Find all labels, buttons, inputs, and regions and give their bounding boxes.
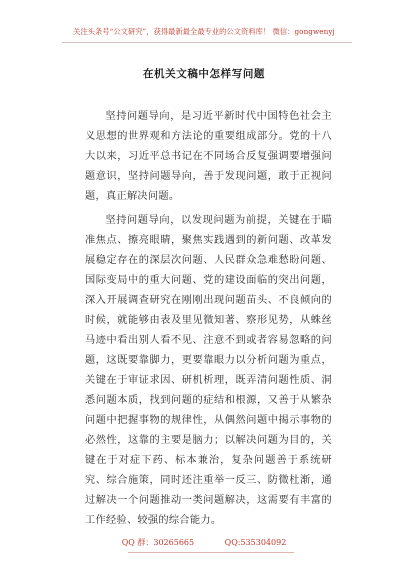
footer-contact bbox=[0, 537, 408, 548]
footer-divider bbox=[128, 552, 294, 553]
paragraph-2: 坚持问题导向，以发现问题为前提，关键在于瞄准焦点、擦亮眼睛，聚焦实践遇到的新问题、改革发展稳定存在的深层次问题、人民群众急难愁盼问题、国际变局中的重大问题、党的建设面临的突出问题，深入开展调查研究在刚刚出现问题苗头、不良倾向的时候，就能够由表及里见微知著、察形见势，从蛛丝马迹中看出别人看不见、注意不到或者容易忽略的问题，这既要靠脚力，更要靠眼力以分析问题为重点，关键在于审证求因、研机析理，既弄清问题性质、洞悉问题本质，找到问题的症结和根源，又善于从繁杂问题中把握事物的规律性，从偶然问题中揭示事物的必然性，这靠的主要是脑力；以解决问题为目的，关键在于对症下药、标本兼治，复杂问题善于系统研究、综合施策，同时还注重举一反三、防微杜渐，通过解决一个问题推动一类问题解决，这需要有丰富的工作经验、较强的综合能力。 bbox=[85, 215, 332, 526]
document-body bbox=[85, 107, 332, 535]
document-title: 在机关文稿中怎样写问题 bbox=[142, 68, 266, 80]
header-divider bbox=[62, 42, 352, 43]
paragraph-1: 坚持问题导向，是习近平新时代中国特色社会主义思想的世界观和方法论的重要组成部分。党的十八大以来，习近平总书记在不同场合反复强调要增强问题意识，坚持问题导向，善于发现问题，敢于正视问题，真正解决问题。 bbox=[85, 111, 332, 202]
header-banner: 关注头条号“公文研究”，获得最新最全最专业的公文资料库！ 微信：gongwenyj bbox=[73, 27, 335, 36]
footer-qq: QQ:535304092 bbox=[224, 538, 287, 547]
footer-qq-group: QQ 群：30265665 bbox=[121, 538, 195, 547]
